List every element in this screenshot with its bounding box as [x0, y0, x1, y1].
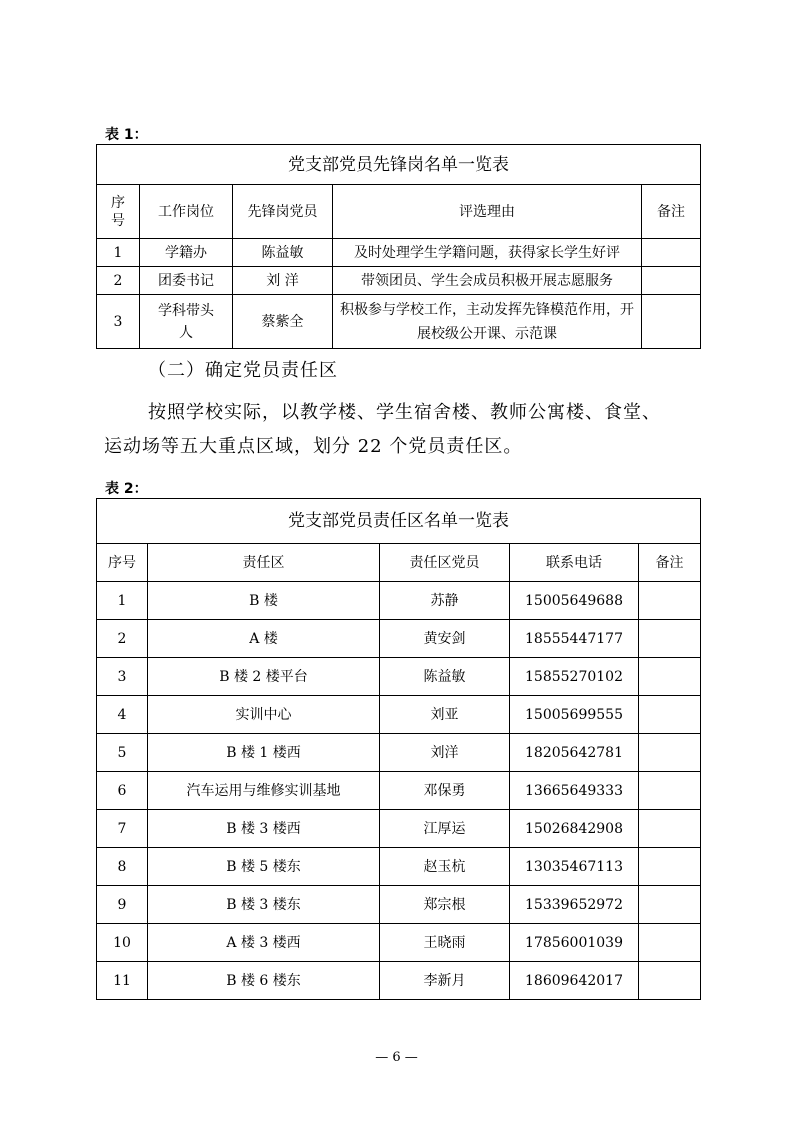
- cell-remark: [639, 810, 701, 848]
- table2-header-cell: 联系电话: [510, 544, 639, 582]
- cell-remark: [639, 924, 701, 962]
- cell-phone: 15339652972: [510, 886, 639, 924]
- table2-title: 党支部党员责任区名单一览表: [97, 499, 701, 544]
- cell-phone: 13665649333: [510, 772, 639, 810]
- table-row: [97, 696, 701, 734]
- cell-zone: A 楼: [148, 620, 380, 658]
- table2-header-row: [97, 544, 701, 582]
- cell-index: 10: [97, 924, 148, 962]
- cell-index: 9: [97, 886, 148, 924]
- cell-zone: A 楼 3 楼西: [148, 924, 380, 962]
- page-number: — 6 —: [375, 1050, 418, 1065]
- cell-index: 6: [97, 772, 148, 810]
- cell-index: 1: [97, 239, 140, 267]
- table-row: [97, 582, 701, 620]
- cell-phone: 18555447177: [510, 620, 639, 658]
- cell-reason: 带领团员、学生会成员积极开展志愿服务: [333, 267, 642, 295]
- cell-member: 郑宗根: [380, 886, 510, 924]
- cell-phone: 15005699555: [510, 696, 639, 734]
- cell-member: 陈益敏: [380, 658, 510, 696]
- table1-header-row: [97, 185, 701, 239]
- table-row: [97, 962, 701, 1000]
- table-row: [97, 658, 701, 696]
- cell-reason: 积极参与学校工作，主动发挥先锋模范作用，开展校级公开课、示范课: [333, 295, 642, 349]
- cell-position: 学籍办: [140, 239, 233, 267]
- cell-member: 李新月: [380, 962, 510, 1000]
- table2-header-cell: 责任区: [148, 544, 380, 582]
- cell-member: 邓保勇: [380, 772, 510, 810]
- table1-header-cell: 评选理由: [333, 185, 642, 239]
- cell-phone: 15005649688: [510, 582, 639, 620]
- cell-member: 赵玉杭: [380, 848, 510, 886]
- cell-remark: [639, 696, 701, 734]
- cell-reason: 及时处理学生学籍问题，获得家长学生好评: [333, 239, 642, 267]
- cell-zone: B 楼 1 楼西: [148, 734, 380, 772]
- cell-member: 陈益敏: [233, 239, 333, 267]
- table1: [96, 144, 701, 349]
- cell-phone: 18205642781: [510, 734, 639, 772]
- table1-label: 表 1：: [105, 127, 148, 143]
- table1-header-cell: 工作岗位: [140, 185, 233, 239]
- section-paragraph-line2: 运动场等五大重点区域，划分 22 个党员责任区。: [104, 436, 523, 457]
- table-row: [97, 772, 701, 810]
- cell-zone: B 楼: [148, 582, 380, 620]
- table-row: [97, 295, 701, 349]
- cell-member: 刘 洋: [233, 267, 333, 295]
- cell-member: 刘洋: [380, 734, 510, 772]
- cell-phone: 15855270102: [510, 658, 639, 696]
- cell-remark: [639, 886, 701, 924]
- cell-zone: 实训中心: [148, 696, 380, 734]
- cell-phone: 17856001039: [510, 924, 639, 962]
- cell-index: 4: [97, 696, 148, 734]
- cell-remark: [639, 848, 701, 886]
- cell-phone: 15026842908: [510, 810, 639, 848]
- cell-index: 7: [97, 810, 148, 848]
- cell-index: 8: [97, 848, 148, 886]
- cell-zone: B 楼 2 楼平台: [148, 658, 380, 696]
- cell-remark: [642, 267, 701, 295]
- cell-zone: B 楼 3 楼东: [148, 886, 380, 924]
- cell-remark: [639, 620, 701, 658]
- section-paragraph-line1: 按照学校实际，以教学楼、学生宿舍楼、教师公寓楼、食堂、: [148, 402, 661, 423]
- cell-zone: B 楼 3 楼西: [148, 810, 380, 848]
- cell-index: 1: [97, 582, 148, 620]
- cell-index: 2: [97, 620, 148, 658]
- cell-member: 黄安剑: [380, 620, 510, 658]
- cell-member: 苏静: [380, 582, 510, 620]
- table1-header-cell: 先锋岗党员: [233, 185, 333, 239]
- cell-member: 王晓雨: [380, 924, 510, 962]
- table-row: [97, 886, 701, 924]
- table-row: [97, 267, 701, 295]
- cell-remark: [639, 772, 701, 810]
- table-row: [97, 620, 701, 658]
- table2-header-cell: 备注: [639, 544, 701, 582]
- table-row: [97, 734, 701, 772]
- table2: [96, 498, 701, 1000]
- cell-member: 刘亚: [380, 696, 510, 734]
- cell-remark: [639, 734, 701, 772]
- cell-remark: [642, 239, 701, 267]
- cell-remark: [642, 295, 701, 349]
- cell-index: 3: [97, 295, 140, 349]
- table-row: [97, 924, 701, 962]
- table1-header-cell: 序号: [97, 185, 140, 239]
- cell-position: 团委书记: [140, 267, 233, 295]
- table2-header-cell: 序号: [97, 544, 148, 582]
- cell-member: 蔡紫全: [233, 295, 333, 349]
- table2-header-cell: 责任区党员: [380, 544, 510, 582]
- table2-label: 表 2：: [105, 481, 148, 497]
- table-row: [97, 810, 701, 848]
- table1-title: 党支部党员先锋岗名单一览表: [97, 145, 701, 185]
- cell-remark: [639, 658, 701, 696]
- cell-remark: [639, 582, 701, 620]
- cell-phone: 13035467113: [510, 848, 639, 886]
- cell-index: 5: [97, 734, 148, 772]
- table1-header-cell: 备注: [642, 185, 701, 239]
- table-row: [97, 848, 701, 886]
- cell-remark: [639, 962, 701, 1000]
- cell-zone: B 楼 5 楼东: [148, 848, 380, 886]
- cell-index: 2: [97, 267, 140, 295]
- cell-index: 11: [97, 962, 148, 1000]
- table-row: [97, 239, 701, 267]
- cell-zone: B 楼 6 楼东: [148, 962, 380, 1000]
- cell-index: 3: [97, 658, 148, 696]
- cell-member: 江厚运: [380, 810, 510, 848]
- cell-zone: 汽车运用与维修实训基地: [148, 772, 380, 810]
- section-heading: （二）确定党员责任区: [148, 360, 338, 381]
- cell-position: 学科带头人: [140, 295, 233, 349]
- cell-phone: 18609642017: [510, 962, 639, 1000]
